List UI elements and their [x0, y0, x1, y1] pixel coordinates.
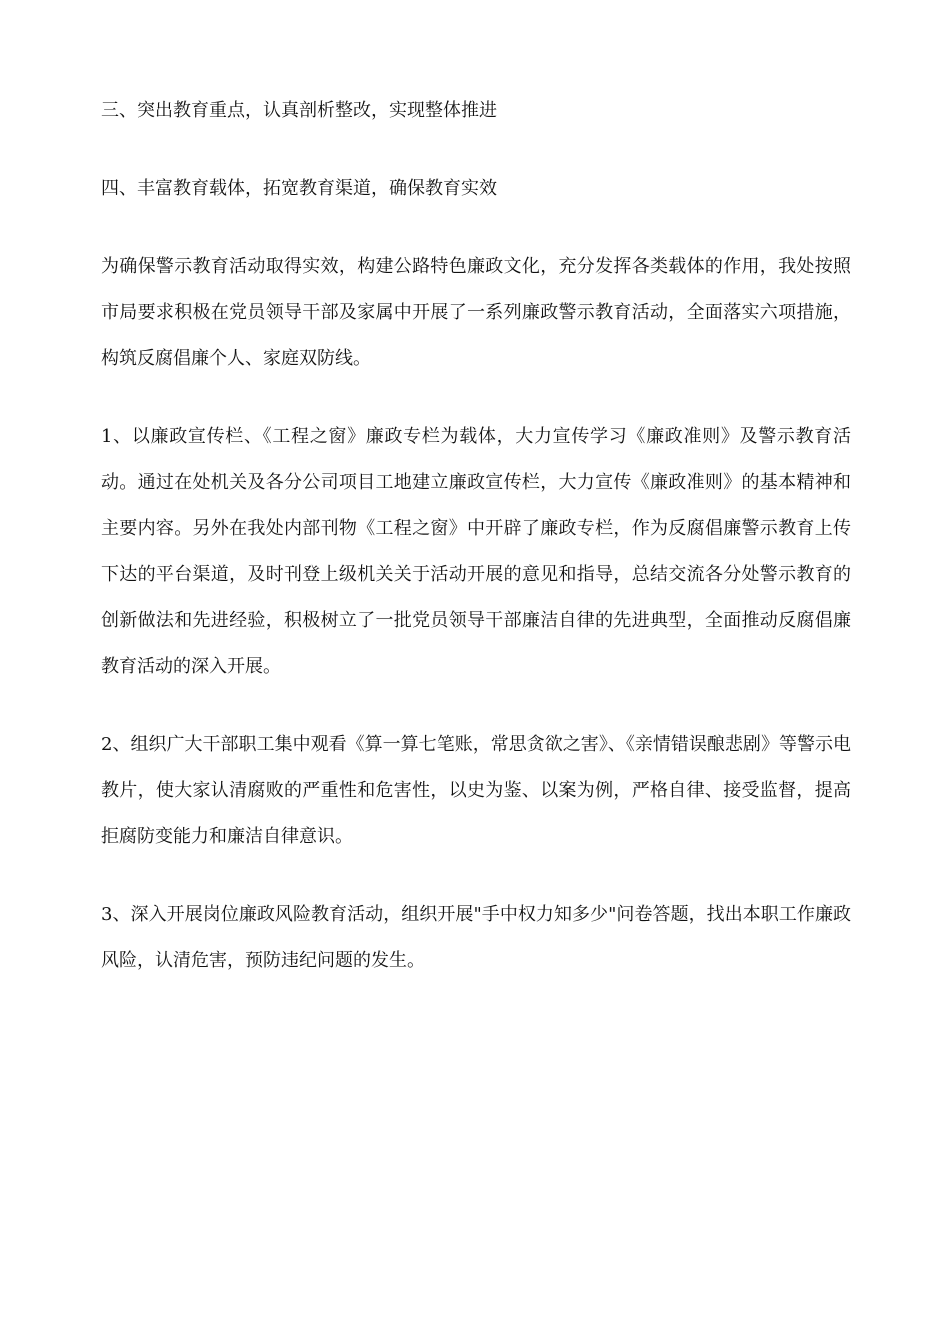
section-heading-4: 四、丰富教育载体，拓宽教育渠道，确保教育实效 — [101, 178, 497, 199]
intro-paragraph: 为确保警示教育活动取得实效，构建公路特色廉政文化，充分发挥各类载体的作用，我处按照市局要求积极在党员领导干部及家属中开展了一系列廉政警示教育活动，全面落实六项措施，构筑反腐倡廉个人、家庭双防线。 — [101, 256, 851, 369]
section-heading-3: 三、突出教育重点，认真剖析整改，实现整体推进 — [101, 100, 497, 121]
measure-paragraph-2: 2、组织广大干部职工集中观看《算一算七笔账，常思贪欲之害》、《亲情错误酿悲剧》等警示电教片，使大家认清腐败的严重性和危害性，以史为鉴、以案为例，严格自律、接受监督，提高拒腐防变能力和廉洁自律意识。 — [101, 734, 851, 847]
measure-paragraph-1: 1、以廉政宣传栏、《工程之窗》廉政专栏为载体，大力宣传学习《廉政准则》及警示教育活动。通过在处机关及各分公司项目工地建立廉政宣传栏，大力宣传《廉政准则》的基本精神和主要内容。另外在我处内部刊物《工程之窗》中开辟了廉政专栏，作为反腐倡廉警示教育上传下达的平台渠道，及时刊登上级机关关于活动开展的意见和指导，总结交流各分处警示教育的创新做法和先进经验，积极树立了一批党员领导干部廉洁自律的先进典型，全面推动反腐倡廉教育活动的深入开展。 — [101, 426, 851, 677]
document-body — [101, 88, 851, 984]
measure-paragraph-3: 3、深入开展岗位廉政风险教育活动，组织开展"手中权力知多少"问卷答题，找出本职工作廉政风险，认清危害，预防违纪问题的发生。 — [101, 904, 851, 971]
